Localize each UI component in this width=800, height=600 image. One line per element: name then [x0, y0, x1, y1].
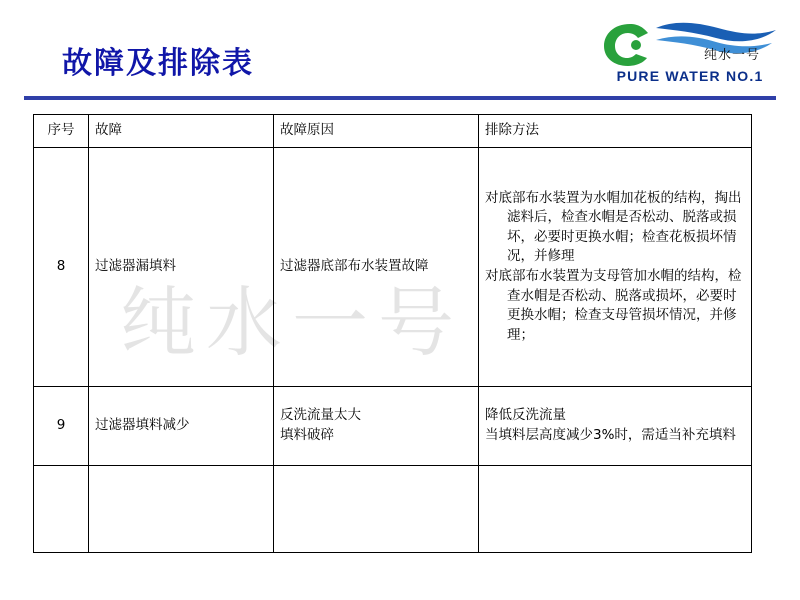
cell-cause: 过滤器底部布水装置故障 [274, 148, 479, 387]
column-header-cause: 故障原因 [274, 115, 479, 148]
column-header-no: 序号 [34, 115, 89, 148]
fault-table [33, 114, 752, 553]
table-row [34, 466, 752, 553]
table-header-row [34, 115, 752, 148]
logo-english-name: PURE WATER NO.1 [616, 68, 764, 84]
cell-fault: 过滤器填料减少 [89, 387, 274, 466]
logo [600, 16, 780, 88]
solution-item: 降低反洗流量 [485, 407, 566, 424]
cell-fault: 过滤器漏填料 [89, 148, 274, 387]
page-title: 故障及排除表 [62, 46, 254, 81]
watermark: 纯水一号 [120, 278, 464, 367]
logo-chinese-name: 纯水一号 [704, 48, 761, 63]
cell-no: 8 [34, 148, 89, 387]
fault-table-container [33, 114, 751, 553]
cell-no [34, 466, 89, 553]
cell-fault [89, 466, 274, 553]
cause-item: 反洗流量太大 [280, 407, 361, 424]
cell-solution [479, 148, 752, 387]
cell-cause [274, 466, 479, 553]
column-header-solution: 排除方法 [479, 115, 752, 148]
solution-item: 对底部布水装置为水帽加花板的结构，掏出滤料后，检查水帽是否松动、脱落或损坏，必要时更换水帽；检查花板损坏情况，并修理 [485, 189, 742, 265]
table-row [34, 148, 752, 387]
header-divider [24, 96, 776, 100]
table-row [34, 387, 752, 466]
solution-item: 当填料层高度减少3%时，需适当补充填料 [485, 427, 736, 443]
column-header-fault: 故障 [89, 115, 274, 148]
cell-solution [479, 387, 752, 466]
cell-no: 9 [34, 387, 89, 466]
cause-item: 填料破碎 [280, 427, 334, 443]
solution-item: 对底部布水装置为支母管加水帽的结构，检查水帽是否松动、脱落或损坏，必要时更换水帽；检查支母管损坏情况，并修理； [485, 268, 742, 343]
cell-solution [479, 466, 752, 553]
cell-cause [274, 387, 479, 466]
